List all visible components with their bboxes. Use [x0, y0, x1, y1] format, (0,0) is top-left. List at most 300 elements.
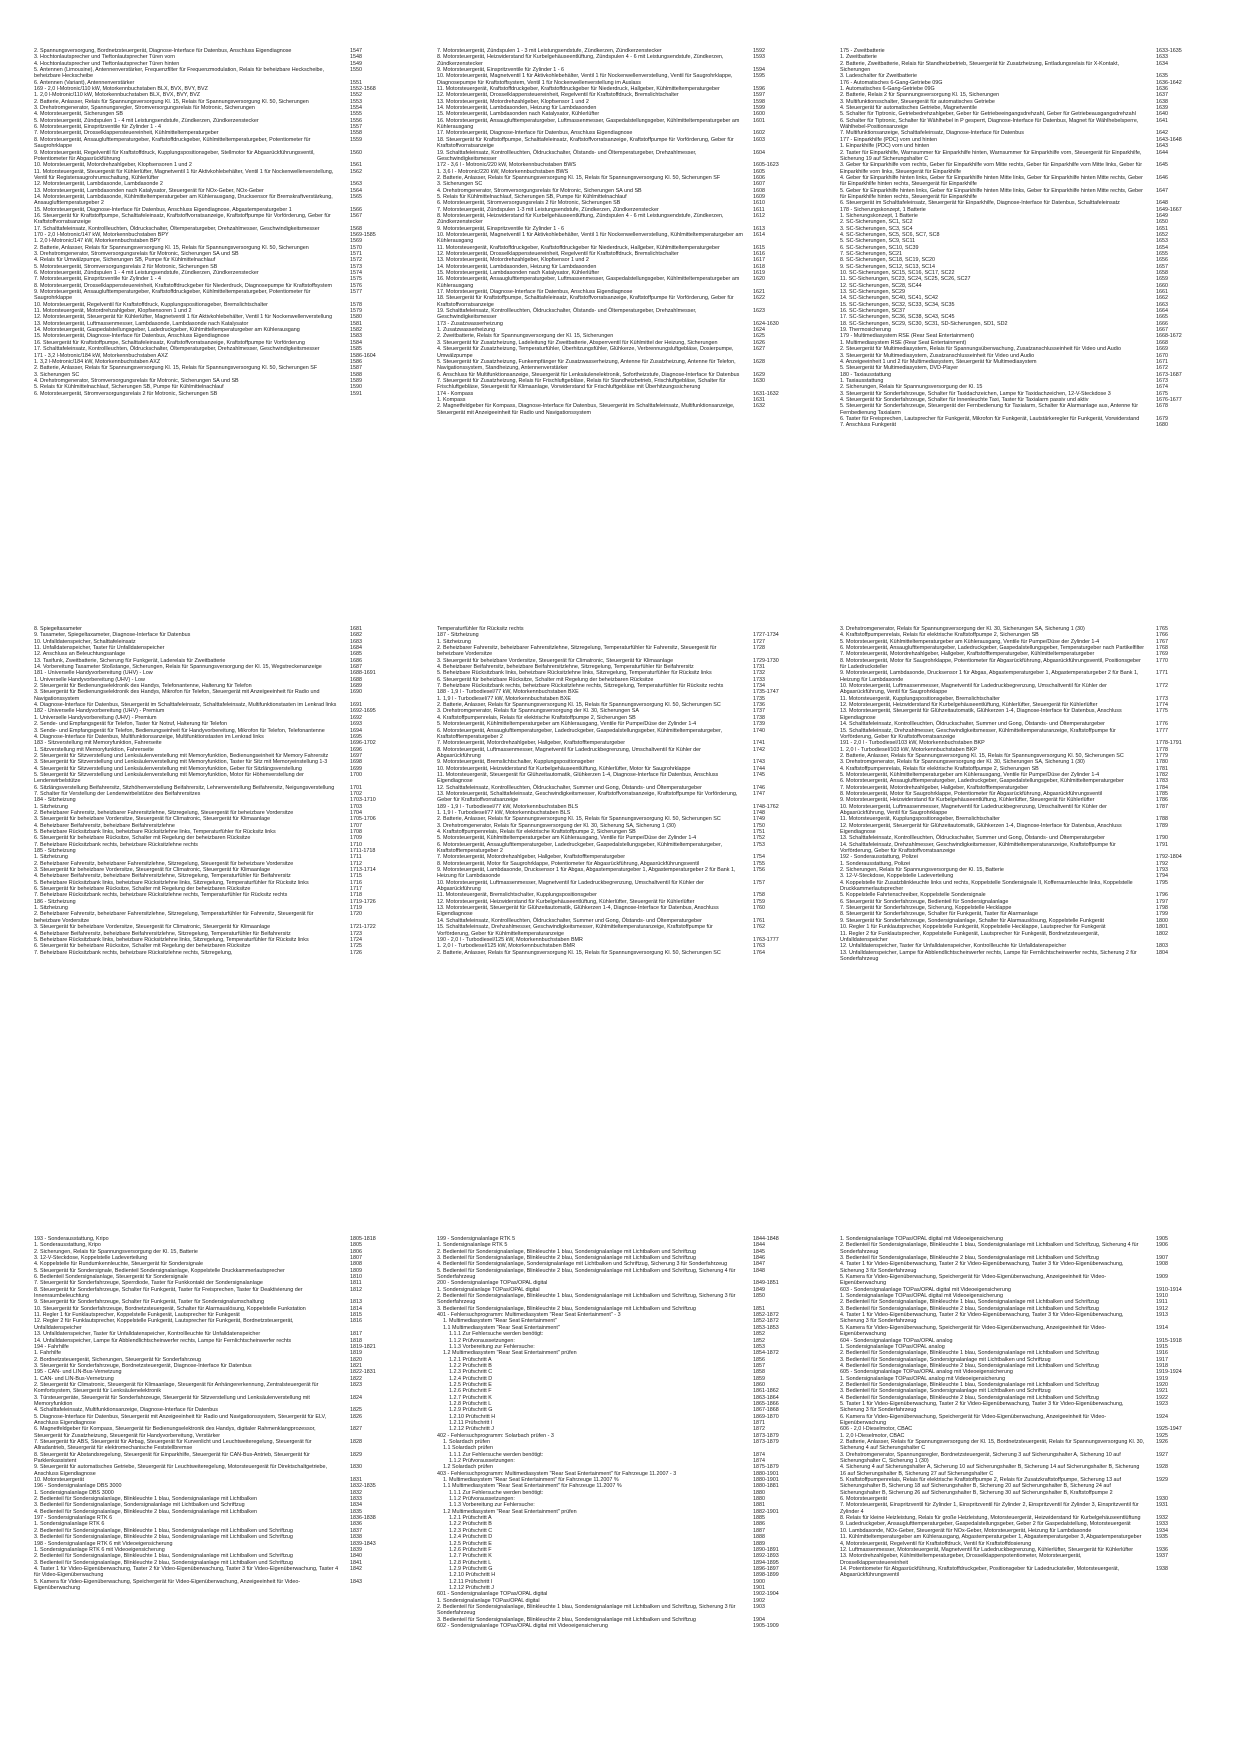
entry-title: 7. Motorsteuergerät, Einspritzventil für Zylinder 1, Einspritzventil für Zylinder 2, Einspritzventil für Zylinder 3, Einspritzventil für Zylinder 4: [840, 1502, 1139, 1515]
entry-title: 10. Lambdasonde, NOx-Geber, Steuergerät für NOx-Geber, Motorsteuergerät, Heizung für Lambdasonde: [840, 1527, 1092, 1534]
entry-page-ref: 1813: [350, 1299, 362, 1306]
entry-page-ref: 1761: [753, 917, 765, 924]
entry-title: 3. Bedienteil für Sondersignalanlage, Blinkleuchte 2 blau, Sondersignalanlage mit Lichtbalken und Schriftzug: [437, 1305, 696, 1312]
entry-title: 6. Steuergerät für beheizbare Rücksitze, Schalter mit Regelung der beheizbaren Rücksitze: [437, 676, 654, 683]
entry-page-ref: 1596: [753, 86, 765, 93]
entry-page-ref: 1673-1687: [1156, 371, 1182, 378]
entry-page-ref: 1796: [1156, 892, 1168, 899]
entry-page-ref: 1627: [753, 346, 765, 353]
index-entry: [34, 772, 404, 785]
entry-title: 11. Motorsteuergerät, Kupplungspositionsgeber, Bremslichtschalter: [840, 695, 1000, 702]
entry-title: 602 - Sondersignalanlage TOPas/OPAL digital mit Videoeigensicherung: [437, 1622, 608, 1629]
index-entry: [437, 378, 807, 391]
entry-title: 6. Steuergerät für beheizbare Rücksitze, Schalter mit Regelung der beheizbaren Rücksitze: [34, 835, 251, 842]
entry-title: 1.1 Multimediasystem "Rear Seat Entertainment": [443, 1324, 560, 1331]
entry-page-ref: 1635: [1156, 73, 1168, 80]
index-entry: [840, 1414, 1210, 1427]
entry-page-ref: 1585: [350, 346, 362, 353]
entry-title: 1.2.2 Prüfschritt B: [449, 1362, 492, 1369]
entry-title: 4. Koppelstelle für Rundumkennleuchte, Steuergerät für Sondersignale: [34, 1261, 204, 1268]
entry-page-ref: 1853: [753, 1343, 765, 1350]
index-column-right: [840, 1236, 1210, 1579]
entry-title: 12. Motorsteuergerät, Steuergerät für Kühlerlüfter, Magnetventil 1 für Aktivkohlebehälter, Ventil 1 für Nockenwellenverstellung: [34, 314, 333, 321]
entry-title: 14. Potentiometer für Abgasrückführung, Kraftstoffdruckgeber, Positionsgeber für Ladedrucksteller, Motorsteuergerät, Abgasrückführungsventil: [840, 1565, 1120, 1579]
entry-page-ref: 1819: [350, 1350, 362, 1357]
entry-title: 3. Bedienteil für Sondersignalanlage, Blinkleuchte 2 blau, Sondersignalanlage mit Lichtbalken und Schriftzug: [437, 1255, 696, 1262]
index-entry: [840, 188, 1210, 201]
entry-title: 1.2 Solardach prüfen: [443, 1464, 494, 1471]
entry-page-ref: 1553: [350, 98, 362, 105]
entry-title: 1.1.2 Prüfvoraussetzungen:: [449, 1496, 515, 1503]
index-entry: [840, 708, 1210, 721]
entry-title: 1. Multimediasystem RSE (Rear Seat Entertainment): [840, 339, 967, 346]
entry-page-ref: 1923: [1156, 1400, 1168, 1407]
entry-title: 3. Sicherungen SC: [34, 371, 80, 378]
entry-page-ref: 1727-1734: [753, 632, 779, 639]
entry-page-ref: 1829: [350, 1451, 362, 1458]
entry-page-ref: 1907: [1156, 1255, 1168, 1262]
entry-title: 198 - Sondersignalanlage RTK 6 mit Videoeigensicherung: [34, 1540, 173, 1547]
entry-page-ref: 1729-1730: [753, 657, 779, 664]
entry-page-ref: 1625: [753, 333, 765, 340]
index-entry: [840, 1452, 1210, 1465]
entry-page-ref: 1739: [753, 721, 765, 728]
entry-page-ref: 1689: [350, 683, 362, 690]
entry-page-ref: 1611: [753, 206, 765, 213]
entry-title: 1.1.2 Prüfvoraussetzungen:: [449, 1337, 515, 1344]
entry-title: 2. Taster für Einparkhilfe, Warnsummer für Einparkhilfe hinten, Warnsummer für Einparkhilfe vorn, Steuergerät für Einparkhilfe, Sicherung 19 auf Sicherungshalter C: [840, 149, 1142, 162]
entry-page-ref: 1793: [1156, 867, 1168, 874]
entry-page-ref: 1746: [753, 784, 765, 791]
entry-title: 7. Motorsteuergerät, Motordrehzahlgeber, Hallgeber, Kraftstofftemperaturgeber: [437, 854, 626, 861]
index-entry: [437, 1623, 807, 1629]
index-entry: [840, 804, 1210, 817]
entry-page-ref: 1705-1706: [350, 816, 376, 823]
index-entry: [840, 823, 1210, 836]
entry-page-ref: 1902-1904: [753, 1591, 779, 1598]
entry-title: 9. Motorsteuergerät, Einspritzventile für Zylinder 1 - 6: [437, 67, 565, 74]
entry-page-ref: 1688-1691: [350, 670, 376, 677]
entry-title: 5. Steuergerät für Sitzverstellung und Lenksäulenverstellung mit Memoryfunktion, Motor für Höhenverstellung der Lendenwirbelstütze: [34, 771, 304, 785]
entry-page-ref: 1555: [350, 111, 362, 118]
entry-page-ref: 1567: [350, 212, 362, 219]
entry-title: 2. Steuergerät für Multimediasystem, Relais für Spannungsüberwachung, Zusatzanschlusseinheit für Video und Audio: [840, 346, 1121, 353]
entry-title: 187 - Sitzheizung: [437, 632, 479, 639]
entry-title: 8. Motorsteuergerät, Motor für Saugrohrklappe, Potentiometer für Abgasrückführung, Abgasrückführungsventil, Positionsgeber für Ladedrucksteller: [840, 657, 1141, 671]
entry-title: 10. Unfalldatenspeicher, Schalttafeleinsatz: [34, 638, 136, 645]
entry-title: 17. Motorsteuergerät, Diagnose-Interface für Datenbus, Anschluss Eigendiagnose: [437, 289, 633, 296]
entry-title: 2. Beheizbarer Fahrersitz, beheizbarer Fahrersitzlehne, Sitzregelung, Temperaturfühler für Fahrersitz, Steuergerät für beheizbare Vordersitze: [437, 645, 717, 658]
entry-page-ref: 1919: [1156, 1375, 1168, 1382]
entry-page-ref: 1758: [753, 892, 765, 899]
entry-title: 9. Motorsteuergerät, Einspritzventile für Zylinder 1 - 6: [437, 225, 565, 232]
entry-title: 15. Schalttafeleinsatz, Drehzahlmesser, Geschwindigkeitsmesser, Kühlmitteltemperaturanzeige, Kraftstoffpumpe für Vorförderung, Geber für Kraftstoffvorratsanzeige: [840, 727, 1116, 740]
entry-title: 5. Motorsteuergerät, Kühlmitteltemperaturgeber am Kühlerausgang, Ventile für Pumpe/Düse der Zylinder 1-4: [437, 835, 697, 842]
entry-page-ref: 1587: [350, 365, 362, 372]
index-entry: [34, 391, 404, 397]
entry-page-ref: 1694: [350, 727, 362, 734]
entry-title: 2. Bedienteil für Sondersignalanlage, Blinkleuchte 1 blau, Sondersignalanlage mit Lichtbalken und Schriftzug, Sicherung 3 für Sonderfahrzeug: [437, 1293, 736, 1306]
index-entry: [34, 137, 404, 150]
entry-title: 3. Multifunktionsschalter, Steuergerät für automatisches Getriebe: [840, 98, 995, 105]
entry-title: 2. Magnetfeldgeber für Kompass, Diagnose-Interface für Datenbus, Steuergerät im Schalttafeleinsatz, Multifunktionsanzeige, Steuergerät mit Anzeigeeinheit für Radio und Navigationssystem: [437, 403, 735, 416]
entry-page-ref: 1708: [350, 829, 362, 835]
entry-page-ref: 1646: [1156, 174, 1168, 181]
index-entry: [34, 289, 404, 302]
entry-page-ref: 1860: [753, 1381, 765, 1388]
entry-title: 11. SC-Sicherungen, SC23, SC24, SC25, SC26, SC27: [840, 276, 971, 283]
entry-page-ref: 1771: [1156, 670, 1168, 677]
entry-page-ref: 1723: [350, 930, 362, 937]
entry-title: 6. SC-Sicherungen, SC10, SC39: [840, 244, 919, 251]
entry-page-ref: 1696-1702: [350, 740, 376, 747]
entry-page-ref: 1636: [1156, 86, 1168, 93]
entry-page-ref: 1936: [1156, 1546, 1168, 1553]
entry-title: 5. Steuergerät für Sonderfahrzeuge, Steuergerät der Fernbedienung für Taxialarm, Schalter für Alarmanlage aus, Antenne für Fernbedienung Taxialarm: [840, 403, 1139, 416]
entry-page-ref: 1738: [753, 714, 765, 721]
entry-title: 2. Bedienteil für Sondersignalanlage, Blinkleuchte 1 blau, Sondersignalanlage mit Lichtbalken und Schriftzug: [34, 1553, 293, 1560]
entry-title: 180 - Taxiausstattung: [840, 371, 892, 378]
entry-page-ref: 1639: [1156, 105, 1168, 112]
entry-page-ref: 1872: [753, 1426, 765, 1433]
entry-title: 176 - Automatisches 6-Gang-Getriebe 09G: [840, 79, 943, 86]
entry-title: 1.2.7 Prüfschritt K: [449, 1394, 492, 1401]
entry-title: 3. SC-Sicherungen, SC3, SC4: [840, 225, 913, 232]
entry-page-ref: 1719-1726: [350, 898, 376, 905]
index-entry: [437, 403, 807, 416]
entry-page-ref: 1851: [753, 1305, 765, 1312]
entry-title: 19. Schalttafeleinsatz, Kontrollleuchten, Öldruckschalter, Ölstands- und Öltemperaturgeber, Drehzahlmesser, Geschwindigkeitsmesser: [437, 308, 697, 321]
entry-page-ref: 1711: [350, 854, 362, 861]
entry-title: 1.2.5 Prüfschritt E: [449, 1381, 492, 1388]
entry-title: 1. Sonderausstattung, Kripo: [34, 1242, 101, 1249]
entry-page-ref: 1750: [753, 822, 765, 829]
entry-page-ref: 1880-1901: [753, 1470, 779, 1477]
entry-title: 16. Steuergerät für Kraftstoffpumpe, Schalttafeleinsatz, Kraftstoffvorratsanzeige, Kraftstoffpumpe für Vorförderung, Geber für Kraftstoffvorratsanzeige: [34, 212, 331, 226]
entry-page-ref: 1911: [1156, 1299, 1168, 1306]
entry-page-ref: 1578: [350, 301, 362, 308]
entry-title: 4. Drehstromgenerator, Stromversorgungsrelais für Motronic, Sicherungen SA und SB: [437, 187, 642, 194]
entry-page-ref: 1710: [350, 841, 362, 848]
entry-title: 13. Unfalldatenspeicher, Lampe für Abblendlichtscheinwerfer rechts, Lampe für Fernlichtscheinwerfer rechts, Sicherung 2 für Sonderfahrzeug: [840, 949, 1137, 962]
entry-page-ref: 1632: [753, 403, 765, 410]
entry-title: 4. Bedienteil für Sondersignalanlage, Sondersignalanlage mit Lichtbalken und Schriftzug, Sicherung 3 für Sonderfahrzeug: [437, 1261, 728, 1268]
entry-page-ref: 1917: [1156, 1356, 1168, 1363]
index-entry: [437, 118, 807, 131]
entry-page-ref: 1808: [350, 1261, 362, 1268]
entry-page-ref: 1764: [753, 949, 765, 956]
entry-title: 10. SC-Sicherungen, SC15, SC16, SC17, SC22: [840, 270, 955, 277]
entry-title: 7. Motorsteuergerät, Motordrehzahlgeber, Hallgeber, Kraftstofftemperaturgeber, Kühlmitteltemperaturgeber: [840, 651, 1095, 658]
entry-page-ref: 1735: [753, 695, 765, 702]
entry-title: 3. Steuergerät für beheizbare Vordersitze, Steuergerät für Climatronic, Steuergerät für Klimaanlage: [34, 867, 271, 874]
entry-title: 12. Motorsteuergerät, Heizwiderstand für Kurbelgehäuseentlüftung, Kühlerlüfter, Steuergerät für Kühlerlüfter: [840, 702, 1098, 709]
entry-title: 193 - Sonderausstattung, Kripo: [34, 1236, 109, 1242]
entry-page-ref: 1834: [350, 1502, 362, 1509]
index-entry: [34, 1426, 404, 1439]
entry-page-ref: 1840: [350, 1553, 362, 1560]
entry-page-ref: 1832: [350, 1489, 362, 1496]
entry-page-ref: 1874: [753, 1451, 765, 1458]
entry-page-ref: 1815: [350, 1312, 362, 1319]
entry-title: 5. Motorsteuergerät, Kühlmitteltemperaturgeber am Kühlerausgang, Ventile für Pumpe/Düse der Zylinder 1-4: [437, 721, 697, 728]
entry-page-ref: 1649: [1156, 212, 1168, 219]
entry-page-ref: 1726: [350, 949, 362, 956]
index-column-middle: [437, 48, 807, 416]
entry-title: 2. Beheizbarer Fahrersitz, beheizbarer Fahrersitzlehne, Sitzregelung, Steuergerät für beheizbare Vordersitze: [34, 809, 294, 816]
entry-page-ref: 1913: [1156, 1312, 1168, 1319]
entry-page-ref: 1768: [1156, 645, 1168, 652]
entry-page-ref: 1565: [350, 193, 362, 200]
index-entry: [840, 162, 1210, 175]
index-entry: [34, 911, 404, 924]
entry-title: 1. Sonderausstattung, Polizei: [840, 860, 911, 867]
entry-page-ref: 1588: [350, 371, 362, 378]
index-entry: [34, 1287, 404, 1300]
entry-title: 8. Motorsteuergerät, Motor für Saugrohrklappe, Potentiometer für Abgasrückführung, Abgasrückführungsventil: [437, 860, 700, 867]
entry-title: 1. 2,0 l - Turbodiesel/103 kW, Motorkennbuchstaben BKP: [840, 746, 977, 753]
entry-title: 18. Steuergerät für Kraftstoffpumpe, Schalttafeleinsatz, Kraftstoffvorratsanzeige, Kraftstoffpumpe für Vorförderung, Geber für Kraftstoffvorratsanzeige: [437, 136, 734, 150]
entry-page-ref: 1570: [350, 244, 362, 251]
entry-page-ref: 1686: [350, 657, 362, 664]
entry-page-ref: 1604: [753, 149, 765, 156]
entry-page-ref: 1880-1901: [753, 1477, 779, 1484]
entry-title: 10. Motorsteuergerät, Heizwiderstand für Kurbelgehäuseentlüftung, Kühlerlüfter, Motor für Saugrohrklappe: [437, 765, 691, 772]
entry-page-ref: 1623: [753, 308, 765, 315]
entry-page-ref: 1805: [350, 1242, 362, 1249]
entry-page-ref: 1935: [1156, 1534, 1168, 1541]
entry-page-ref: 1554: [350, 105, 362, 112]
entry-title: 1.2.6 Prüfschritt F: [449, 1388, 492, 1395]
entry-page-ref: 1833: [350, 1496, 362, 1503]
entry-title: 1.2.1 Prüfschritt A: [449, 1515, 492, 1522]
index-entry: [840, 658, 1210, 671]
entry-title: 3. Steuergerät für Zusatzheizung, Ladeleitung für Zweitbatterie, Absperrventil für Kühlmittel der Heizung, Sicherungen: [437, 339, 718, 346]
entry-page-ref: 1597: [753, 92, 765, 99]
entry-title: 2. Sicherungen, Relais für Spannungsversorgung der Kl. 15, Batterie: [34, 1248, 198, 1255]
entry-title: 2. Bedienteil für Sondersignalanlage, Blinkleuchte 1 blau, Sondersignalanlage mit Lichtbalken und Schriftzug, Sicherung 4 für Sonderfahrzeug: [840, 1242, 1139, 1255]
entry-title: 8. Motorsteuergerät, Motor für Saugrohrklappe, Potentiometer für Abgasrückführung, Abgasrückführungsventil: [840, 790, 1103, 797]
entry-title: 18. Steuergerät für Kraftstoffpumpe, Schalttafeleinsatz, Kraftstoffvorratsanzeige, Kraftstoffpumpe für Vorförderung, Geber für Kraftstoffvorratsanzeige: [437, 295, 734, 308]
entry-title: 7. Steuergerät für Zusatzheizung, Relais für Frischluftgebläse, Relais für Standheizbetrieb, Frischluftgebläse, Schalter für Frischluftgebläse, Steuergerät für Klimaanlage, Vorwiderstand für Frischluftgebläse mit Überhitzungssicherung: [437, 377, 726, 391]
entry-page-ref: 1663: [1156, 301, 1168, 308]
entry-page-ref: 1784: [1156, 784, 1168, 791]
index-entry: [437, 924, 807, 937]
entry-page-ref: 1852: [753, 1331, 765, 1338]
entry-title: 1.2.3 Prüfschritt C: [449, 1369, 493, 1376]
entry-page-ref: 1615: [753, 244, 765, 251]
entry-title: 17. Schalttafeleinsatz, Kontrollleuchten, Öldruckschalter, Öltemperaturgeber, Drehzahlmesser, Geschwindigkeitsmesser: [34, 225, 320, 232]
entry-title: 1.2 Multimediasystem "Rear Seat Entertainment" prüfen: [443, 1350, 577, 1357]
entry-title: 3. Drehstromgenerator, Relais für Spannungsversorgung der Kl. 30, Sicherungen SA, Sicherung 1 (30): [840, 626, 1085, 632]
entry-page-ref: 1598: [753, 98, 765, 105]
entry-page-ref: 1620: [753, 276, 765, 283]
entry-page-ref: 1703-1710: [350, 797, 376, 804]
entry-title: 1.2.4 Prüfschritt D: [449, 1534, 493, 1541]
entry-page-ref: 1637: [1156, 92, 1168, 99]
entry-title: 2. Zweitbatterie, Relais für Spannungsversorgung der Kl. 15, Sicherungen: [437, 333, 614, 340]
entry-page-ref: 1704: [350, 809, 362, 816]
entry-title: 1.2.10 Prüfschritt H: [449, 1413, 496, 1420]
entry-title: 4. Kraftstoffpumpenrelais, Relais für elektrische Kraftstoffpumpe 2, Sicherungen SB: [840, 765, 1039, 772]
entry-title: 6. Motorsteuergerät, Ansauglufttemperaturgeber, Ladedruckgeber, Gaspedalstellungsgeber, Kühlmitteltemperaturgeber, Kraftstofftemperaturgeber 2: [437, 841, 722, 855]
entry-title: 15. Motorsteuergerät, Diagnose-Interface für Datenbus, Anschluss Eigendiagnose, Abgastemperaturgeber 1: [34, 206, 292, 213]
entry-title: 4. Anzeigeeinheit 1 und 2 für Multimediasystem, Steuergerät für Multimediasystem: [840, 358, 1037, 365]
entry-page-ref: 1586-1604: [350, 352, 376, 359]
entry-title: 1.2.11 Prüfschritt I: [449, 1419, 493, 1426]
entry-page-ref: 1814: [350, 1305, 362, 1312]
entry-page-ref: 1823: [350, 1381, 362, 1388]
entry-title: 5. Schalter für Tiptronic, Getriebedrehzahlgeber, Geber für Getriebeeingangsdrehzahl, Geber für Getriebeausgangsdrehzahl: [840, 111, 1136, 118]
entry-page-ref: 1719: [350, 905, 362, 912]
entry-title: 186 - Sitzheizung: [34, 898, 76, 905]
entry-page-ref: 1806: [350, 1248, 362, 1255]
entry-page-ref: 1656: [1156, 257, 1168, 264]
entry-page-ref: 1701: [350, 784, 362, 791]
entry-page-ref: 1628: [753, 358, 765, 365]
entry-page-ref: 1835: [350, 1508, 362, 1515]
entry-title: 1.2.2 Prüfschritt B: [449, 1521, 492, 1528]
entry-title: 3. Sende- und Empfangsgerät für Telefon, Bedienungseinheit für Handyvorbereitung, Mikrofon für Telefon, Telefonantenne: [34, 727, 325, 734]
index-column-right: [840, 48, 1210, 429]
entry-title: 7. Motorsteuergerät, Zündspulen 1-3 mit Leistungsendstufe, Zündkerzen, Zündkerzenstecker: [437, 206, 659, 213]
entry-title: 2. Steuergerät für Climatronic, Steuergerät für Klimaanlage, Steuergerät für Anhängererkennung, Zentralsteuergerät für Komfortsystem, Steuergerät für Lenksäulenelektronik: [34, 1381, 319, 1395]
entry-title: 6. Schalter für Tiptronic, Schalter für Wählhebel in P gesperrt, Diagnose-Interface für Datenbus, Magnet für Wählhebelsperre, Wählhebel-Positionsanzeige: [840, 117, 1139, 131]
entry-page-ref: 1709: [350, 835, 362, 842]
entry-title: 6. Bedienteil Sondersignalanlage, Steuergerät für Sondersignale: [34, 1274, 188, 1281]
entry-page-ref: 1841: [350, 1559, 362, 1566]
entry-title: 1. Zusatzwasserheizung: [437, 327, 496, 334]
entry-page-ref: 1888: [753, 1534, 765, 1541]
entry-page-ref: 1581: [350, 320, 362, 327]
index-entry: [840, 118, 1210, 131]
entry-page-ref: 1836: [350, 1521, 362, 1528]
entry-title: 17. Schalttafeleinsatz, Kontrollleuchten, Öldruckschalter, Öltemperaturgeber, Drehzahlmesser, Geschwindigkeitsmesser: [34, 346, 320, 353]
entry-page-ref: 1745: [753, 771, 765, 778]
entry-title: 13. Motorsteuergerät, Lambdasonden nach Katalysator, Steuergerät für NOx-Geber, NOx-Geber: [34, 187, 264, 194]
entry-page-ref: 1563: [350, 181, 362, 188]
entry-title: 4. Taster 1 für Video-Eigenüberwachung, Taster 2 für Video-Eigenüberwachung, Taster 3 für Video-Eigenüberwachung, Sicherung 3 für Sonderfahrzeug: [840, 1261, 1124, 1274]
index-entry: [437, 645, 807, 658]
entry-page-ref: 1825: [350, 1407, 362, 1414]
entry-title: 6. Steuergerät für beheizbare Rücksitze, Schalter mit Regelung der beheizbaren Rücksitze: [34, 886, 251, 893]
entry-page-ref: 1579: [350, 308, 362, 315]
index-entry: [34, 1566, 404, 1579]
entry-title: 5. Kamera für Video-Eigenüberwachung, Speichergerät für Video-Eigenüberwachung, Anzeigeeinheit für Video-Eigenüberwachung: [34, 1578, 301, 1591]
entry-page-ref: 1668: [1156, 339, 1168, 346]
index-entry: [840, 670, 1210, 683]
entry-page-ref: 1679: [1156, 415, 1168, 422]
entry-title: 3. Bedienteil für Sondersignalanlage, Sondersignalanlage mit Lichtbalken und Schriftzug: [840, 1388, 1051, 1395]
entry-title: 1. Sondersignalanlage TOPas/OPAL digital mit Videoeigensicherung: [840, 1293, 1004, 1300]
entry-title: 3. Drehstromgenerator, Relais für Spannungsversorgung der Kl. 30, Sicherungen SA: [437, 708, 639, 715]
entry-title: 17. Motorsteuergerät, Diagnose-Interface für Datenbus, Anschluss Eigendiagnose: [437, 130, 633, 137]
entry-title: 5. Beheizbare Rücksitzbank links, beheizbare Rücksitzlehne links, Sitzregelung, Temperaturfühler für Rücksitz links: [34, 936, 309, 943]
entry-page-ref: 1692-1695: [350, 708, 376, 715]
entry-page-ref: 1791: [1156, 841, 1168, 848]
entry-title: 174 - Kompass: [437, 390, 474, 397]
entry-page-ref: 1690: [350, 689, 362, 696]
entry-title: 9. Ladedruckgeber, Ansauglufttemperaturgeber, Gaspedalstellungsgeber, Geber 2 für Gaspedalstellung, Motorsteuergerät: [840, 1521, 1131, 1528]
entry-page-ref: 1716: [350, 879, 362, 886]
index-entry: [437, 1268, 807, 1281]
entry-title: 1. Sondersignalanlage TOPas/OPAL digital mit Videoeigensicherung: [840, 1236, 1004, 1242]
entry-title: 15. Schalttafeleinsatz, Drehzahlmesser, Geschwindigkeitsmesser, Kühlmitteltemperaturanzeige, Kraftstoffpumpe für Vorförderung, Geber für Kühlmitteltemperaturanzeige: [437, 924, 713, 937]
entry-title: 5. Relais für Kühlmittelnachlauf, Sicherungen SB, Pumpe für Kühlmittelnachlauf: [437, 193, 627, 200]
entry-title: 3. Bedienteil für Sondersignalanlage, Blinkleuchte 2 blau, Sondersignalanlage mit Lichtbalken und Schriftzug: [840, 1255, 1099, 1262]
entry-page-ref: 1728: [753, 645, 765, 652]
index-entry: [437, 73, 807, 86]
entry-page-ref: 1859: [753, 1375, 765, 1382]
entry-title: 9. Steuergerät für Sonderfahrzeuge, Sondersignalanlage, Schalter für Alarmauslösung, Koppelstelle Funkgerät: [840, 917, 1105, 924]
entry-page-ref: 1869-1870: [753, 1413, 779, 1420]
entry-page-ref: 1820: [350, 1356, 362, 1363]
entry-title: 15. Motorsteuergerät, Lambdasonden nach Katalysator, Kühlerlüfter: [437, 111, 600, 118]
entry-page-ref: 1652: [1156, 231, 1168, 238]
entry-title: 12. Anschluss an Beleuchtungsanlage: [34, 651, 126, 658]
entry-title: 1.2.9 Prüfschritt G: [449, 1565, 493, 1572]
entry-page-ref: 1684: [350, 645, 362, 652]
entry-title: 1. Sondersignalanlage RTK 6: [34, 1521, 105, 1528]
index-entry: [34, 1414, 404, 1427]
entry-title: 5. Beheizbare Rücksitzbank links, beheizbare Rücksitzlehne links, Sitzregelung, Temperaturfühler für Rücksitz links: [437, 670, 712, 677]
entry-page-ref: 1614: [753, 231, 765, 238]
entry-page-ref: 1863-1864: [753, 1394, 779, 1401]
entry-title: 1.1.2 Prüfvoraussetzungen:: [449, 1458, 515, 1465]
entry-page-ref: 1676-1677: [1156, 396, 1182, 403]
entry-title: 197 - Sondersignalanlage RTK 6: [34, 1515, 113, 1522]
entry-page-ref: 1922: [1156, 1394, 1168, 1401]
entry-title: 2. Bedienteil für Sondersignalanlage, Blinkleuchte 1 blau, Sondersignalanlage mit Lichtbalken und Schriftzug: [840, 1299, 1099, 1306]
entry-title: 5. Relais für Kühlmittelnachlauf, Sicherungen SB, Pumpe für Kühlmittelnachlauf: [34, 384, 224, 391]
entry-title: 7. Motorsteuergerät, Zündspulen 1 - 3 mit Leistungsendstufe, Zündkerzen, Zündkerzenstecker: [437, 48, 662, 54]
entry-page-ref: 1762: [753, 924, 765, 931]
entry-page-ref: 1778: [1156, 746, 1168, 753]
entry-title: 8. SC-Sicherungen, SC18, SC19, SC20: [840, 257, 935, 264]
entry-title: 7. Beheizbare Rücksitzbank rechts, beheizbare Rücksitzlehne rechts, Sitzregelung, Temperaturfühler für Rücksitz rechts: [437, 683, 724, 690]
entry-page-ref: 1843: [350, 1578, 362, 1585]
entry-title: 4. Beheizbarer Beifahrersitz, beheizbare Beifahrersitzlehne, Sitzregelung, Temperaturfühler für Beifahrersitz: [34, 873, 291, 880]
entry-page-ref: 1609: [753, 193, 765, 200]
entry-title: 2. Bordnetzsteuergerät, Sicherungen, Steuergerät für Sonderfahrzeug: [34, 1356, 201, 1363]
entry-page-ref: 1882-1901: [753, 1508, 779, 1515]
entry-page-ref: 1634: [1156, 60, 1168, 67]
entry-title: 3. Bedienteil für Sondersignalanlage, Sondersignalanlage mit Lichtbalken und Schriftzug: [840, 1356, 1051, 1363]
entry-title: 13. Motorsteuergerät, Motordrehzahlgeber, Klopfsensor 1 und 2: [437, 98, 589, 105]
entry-page-ref: 1682: [350, 632, 362, 639]
entry-title: 4. SC-Sicherungen, SC5, SC6, SC7, SC8: [840, 231, 940, 238]
entry-page-ref: 1743: [753, 759, 765, 766]
entry-title: 1. Universelle Handyvorbereitung (UHV) - Premium: [34, 714, 157, 721]
index-entry: [437, 150, 807, 163]
entry-page-ref: 1924: [1156, 1413, 1168, 1420]
entry-title: 3. Sicherungen SC: [437, 181, 483, 188]
entry-page-ref: 1787: [1156, 803, 1168, 810]
index-entry: [437, 842, 807, 855]
entry-title: 11. Kühlmitteltemperaturgeber am Kühlerausgang, Abgastemperaturgeber 1, Abgastemperaturgeber 3, Abgastemperaturgeber 4, Motorsteuergerät, Regelventil für Kraftstoffdruck, Ventil für Kraftstoffdosierung: [840, 1534, 1142, 1547]
entry-title: 2. Batterie, Anlasser, Relais für Spannungsversorgung Kl. 15, Relais für Spannungsversorgung Kl. 50, Sicherungen SF: [34, 365, 318, 372]
entry-page-ref: 1927: [1156, 1451, 1168, 1458]
entry-title: 3. Drehstromgenerator, Stromversorgungsrelais für Motronic, Sicherungen SA und SB: [34, 251, 239, 257]
entry-title: 1.1.1 Zur Fehlersuche werden benötigt:: [449, 1489, 544, 1496]
entry-page-ref: 1599: [753, 105, 765, 112]
entry-page-ref: 1736: [753, 702, 765, 709]
entry-title: 2. Beheizbarer Fahrersitz, beheizbarer Fahrersitzlehne, Sitzregelung, Steuergerät für beheizbare Vordersitze: [34, 860, 294, 867]
entry-page-ref: 1925: [1156, 1432, 1168, 1439]
entry-page-ref: 1575: [350, 276, 362, 283]
entry-title: 13. SC-Sicherungen, SC29: [840, 289, 906, 296]
entry-title: 179 - Multimediasystem RSE (Rear Seat Entertainment): [840, 333, 974, 340]
